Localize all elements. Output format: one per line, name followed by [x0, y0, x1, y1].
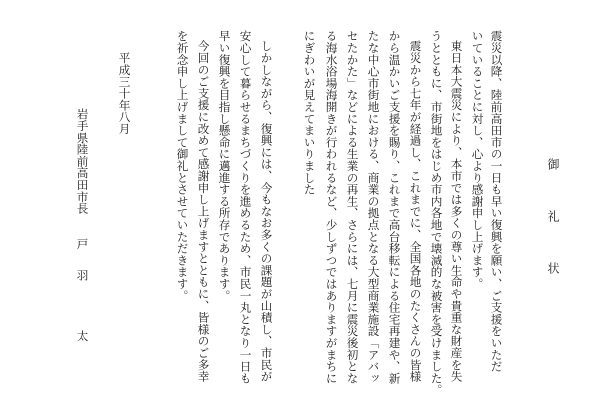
- body-line: たな中心市街地における、商業の拠点となる大型商業施設「アバッ: [366, 30, 381, 384]
- body-line: 東日本大震災により、本市では多くの尊い生命や貴重な財産を失: [449, 40, 464, 383]
- body-line: から温かいご支援を賜り、これまで高台移転による住宅再建や、新: [387, 30, 402, 384]
- body-line: 早い復興を目指し懸命に邁進する所存であります。: [217, 30, 232, 302]
- body-line: 震災から七年が経過し、これまでに、全国各地のたくさんの皆様: [408, 40, 423, 383]
- body-line: 安心して暮らせるまちづくりを進めるため、市民一丸となり一日も: [238, 30, 253, 384]
- body-line: を祈念申し上げまして御礼とさせていただきます。: [175, 30, 190, 302]
- body-line: セたかた」などによる生業の再生、さらには、七月に震災後初とな: [345, 30, 360, 384]
- body-line: る海水浴場海開きが行われるなど、少しずつではありますがまちに: [324, 30, 339, 384]
- body-line: いていることに対し、心より感謝申し上げます。: [470, 30, 485, 290]
- body-line: うとともに、市街地をはじめ市内各地で壊滅的な被害を受けました。: [429, 30, 444, 396]
- signature-org: 岩手県陸前高田市長: [75, 108, 90, 215]
- body-line: 今回のご支援に改めて感謝申し上げますとともに、皆様のご多幸: [196, 40, 211, 383]
- letter-date: 平成三十年八月: [117, 52, 132, 135]
- letter-title: 御 礼 状: [546, 158, 560, 288]
- body-line: しかしながら、復興には、今もなお多くの課題が山積し、市民が: [259, 40, 274, 383]
- signature-given: 太: [75, 330, 90, 342]
- body-line: にぎわいが見えてまいりました: [302, 30, 317, 196]
- body-line: 震災以降、陸前高田市の一日も早い復興を願い、ご支援をいただ: [489, 30, 504, 373]
- signature-surname: 戸 羽: [75, 238, 90, 285]
